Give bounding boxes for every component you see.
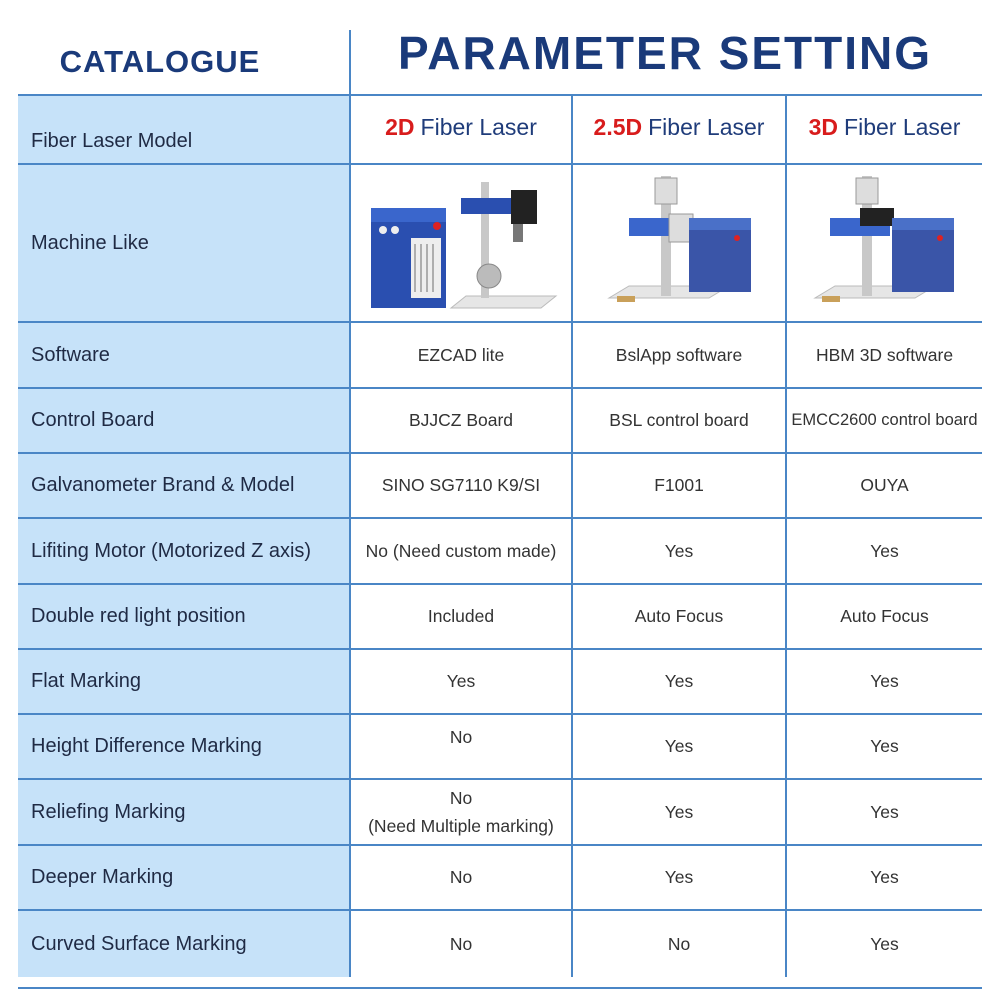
column-tag: 2D [385,114,415,140]
table-cell [349,778,571,844]
table-cell: Yes [349,648,571,713]
table-cell: Yes [785,648,982,713]
table-cell: EMCC2600 control board [785,387,982,452]
laser-machine-3d-image [800,168,970,318]
table-cell: Yes [571,778,785,844]
row-label: Reliefing Marking [18,778,349,844]
table-cell: Yes [785,517,982,583]
table-cell: No (Need custom made) [349,517,571,583]
table-cell: No [571,909,785,977]
table-cell: EZCAD lite [349,321,571,387]
table-cell: Auto Focus [571,583,785,648]
table-cell: Yes [785,713,982,778]
page-title: PARAMETER SETTING [397,27,933,79]
table-cell: Auto Focus [785,583,982,648]
table-cell: BslApp software [571,321,785,387]
machine-image-2d [349,163,571,321]
row-label: Software [18,321,349,387]
laser-machine-2d-image [361,168,561,318]
machine-label: Machine Like [18,163,349,321]
table-cell: BSL control board [571,387,785,452]
row-label: Curved Surface Marking [18,909,349,977]
column-title: Fiber Laser [420,114,537,140]
column-tag: 3D [808,114,839,140]
table-cell: Included [349,583,571,648]
table-cell: Yes [785,909,982,977]
table-cell: SINO SG7110 K9/SI [349,452,571,517]
column-title: Fiber Laser [844,114,961,140]
cell-value: No [449,788,473,808]
row-label: Double red light position [18,583,349,648]
cell-note: (Need Multiple marking) [368,816,554,836]
table-cell: Yes [785,844,982,909]
table-cell: Yes [571,713,785,778]
row-label: Lifiting Motor (Motorized Z axis) [18,517,349,583]
table-cell: BJJCZ Board [349,387,571,452]
row-label: Height Difference Marking [18,713,349,778]
parameter-table [18,94,982,989]
column-title: Fiber Laser [648,114,765,140]
table-cell: Yes [785,778,982,844]
machine-image-3d [785,163,982,321]
table-cell: OUYA [785,452,982,517]
table-cell: Yes [571,844,785,909]
machine-image-2-5d [571,163,785,321]
column-header-3d [785,94,982,163]
laser-machine-2-5d-image [589,168,769,318]
row-label: Control Board [18,387,349,452]
column-header-2-5d [571,94,785,163]
catalogue-heading: CATALOGUE [59,44,261,79]
table-cell: No [349,844,571,909]
table-cell: Yes [571,648,785,713]
table-cell: Yes [571,517,785,583]
row-label: Deeper Marking [18,844,349,909]
table-cell: No [349,909,571,977]
table-cell: F1001 [571,452,785,517]
table-cell: HBM 3D software [785,321,982,387]
row-label: Flat Marking [18,648,349,713]
column-header-2d [349,94,571,163]
row-label: Galvanometer Brand & Model [18,452,349,517]
table-cell: No [349,713,571,778]
model-label: Fiber Laser Model [18,94,349,163]
column-tag: 2.5D [593,114,643,140]
